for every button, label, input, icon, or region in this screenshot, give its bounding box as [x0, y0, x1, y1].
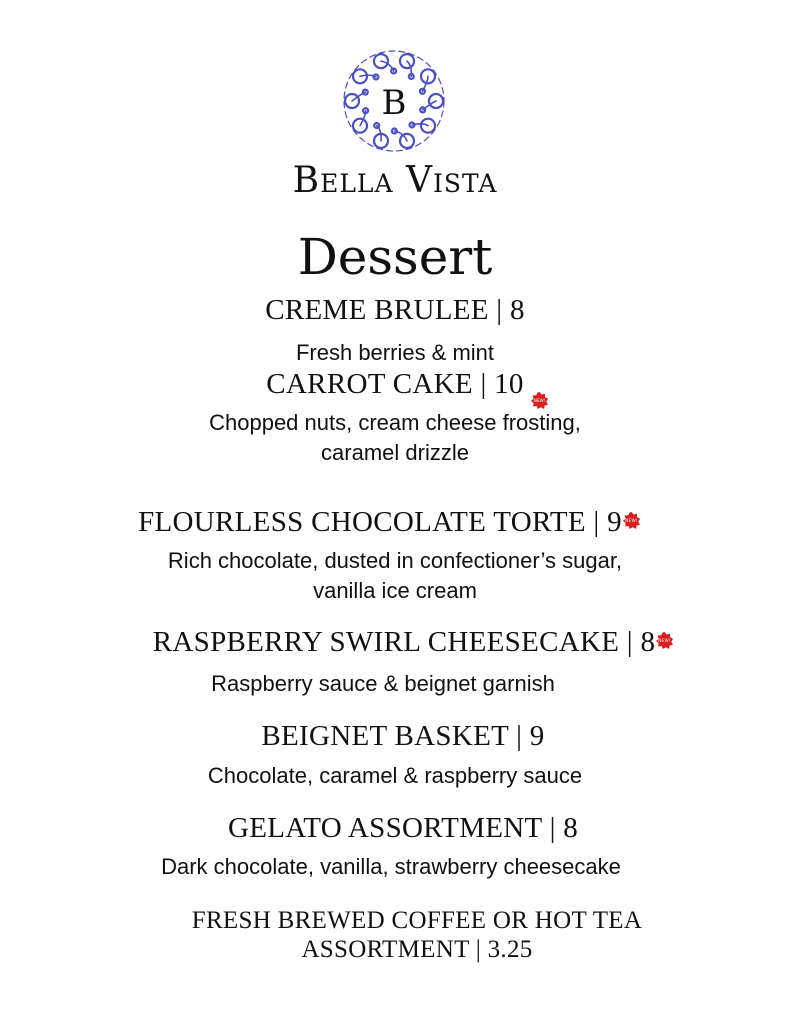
- menu-item-description: [0, 408, 790, 468]
- name-line: ASSORTMENT | 3.25: [301, 936, 533, 963]
- new-badge-icon: [531, 392, 548, 409]
- description-line: caramel drizzle: [321, 440, 469, 465]
- svg-text:NEW!: NEW!: [658, 639, 672, 645]
- menu-item-name: [0, 506, 784, 539]
- new-badge-icon: [623, 512, 640, 529]
- menu-item-name-text: FLOURLESS CHOCOLATE TORTE | 9: [138, 506, 622, 538]
- menu-item-description: Dark chocolate, vanilla, strawberry cheesecake: [161, 854, 621, 879]
- logo-letter: B: [381, 83, 407, 123]
- brand-name: Bella Vista: [292, 160, 498, 201]
- menu-item-name-text: RASPBERRY SWIRL CHEESECAKE | 8: [152, 626, 656, 658]
- menu-item-name: [22, 906, 790, 964]
- menu-item-name: [18, 626, 790, 659]
- menu-title: Dessert: [297, 228, 493, 286]
- name-line: FRESH BREWED COFFEE OR HOT TEA: [191, 907, 643, 934]
- description-line: vanilla ice cream: [313, 578, 477, 603]
- new-badge-icon: [656, 632, 673, 649]
- description-line: Chopped nuts, cream cheese frosting,: [209, 410, 581, 435]
- description-line: Rich chocolate, dusted in confectioner’s sugar,: [167, 548, 623, 573]
- menu-item-description: [0, 546, 790, 606]
- menu-item-description: Fresh berries & mint: [295, 340, 495, 365]
- menu-item-description: Raspberry sauce & beignet garnish: [211, 671, 555, 696]
- bella-vista-logo: [335, 42, 453, 160]
- menu-item-name: [0, 368, 790, 401]
- menu-item-name: BEIGNET BASKET | 9: [261, 720, 545, 752]
- menu-item-name-text: CARROT CAKE | 10: [266, 368, 524, 400]
- svg-text:NEW!: NEW!: [533, 399, 546, 405]
- menu-item-name: CREME BRULEE | 8: [265, 294, 525, 326]
- menu-item-description: Chocolate, caramel & raspberry sauce: [207, 763, 583, 788]
- menu-item-name: GELATO ASSORTMENT | 8: [227, 812, 579, 844]
- svg-text:NEW!: NEW!: [624, 519, 638, 525]
